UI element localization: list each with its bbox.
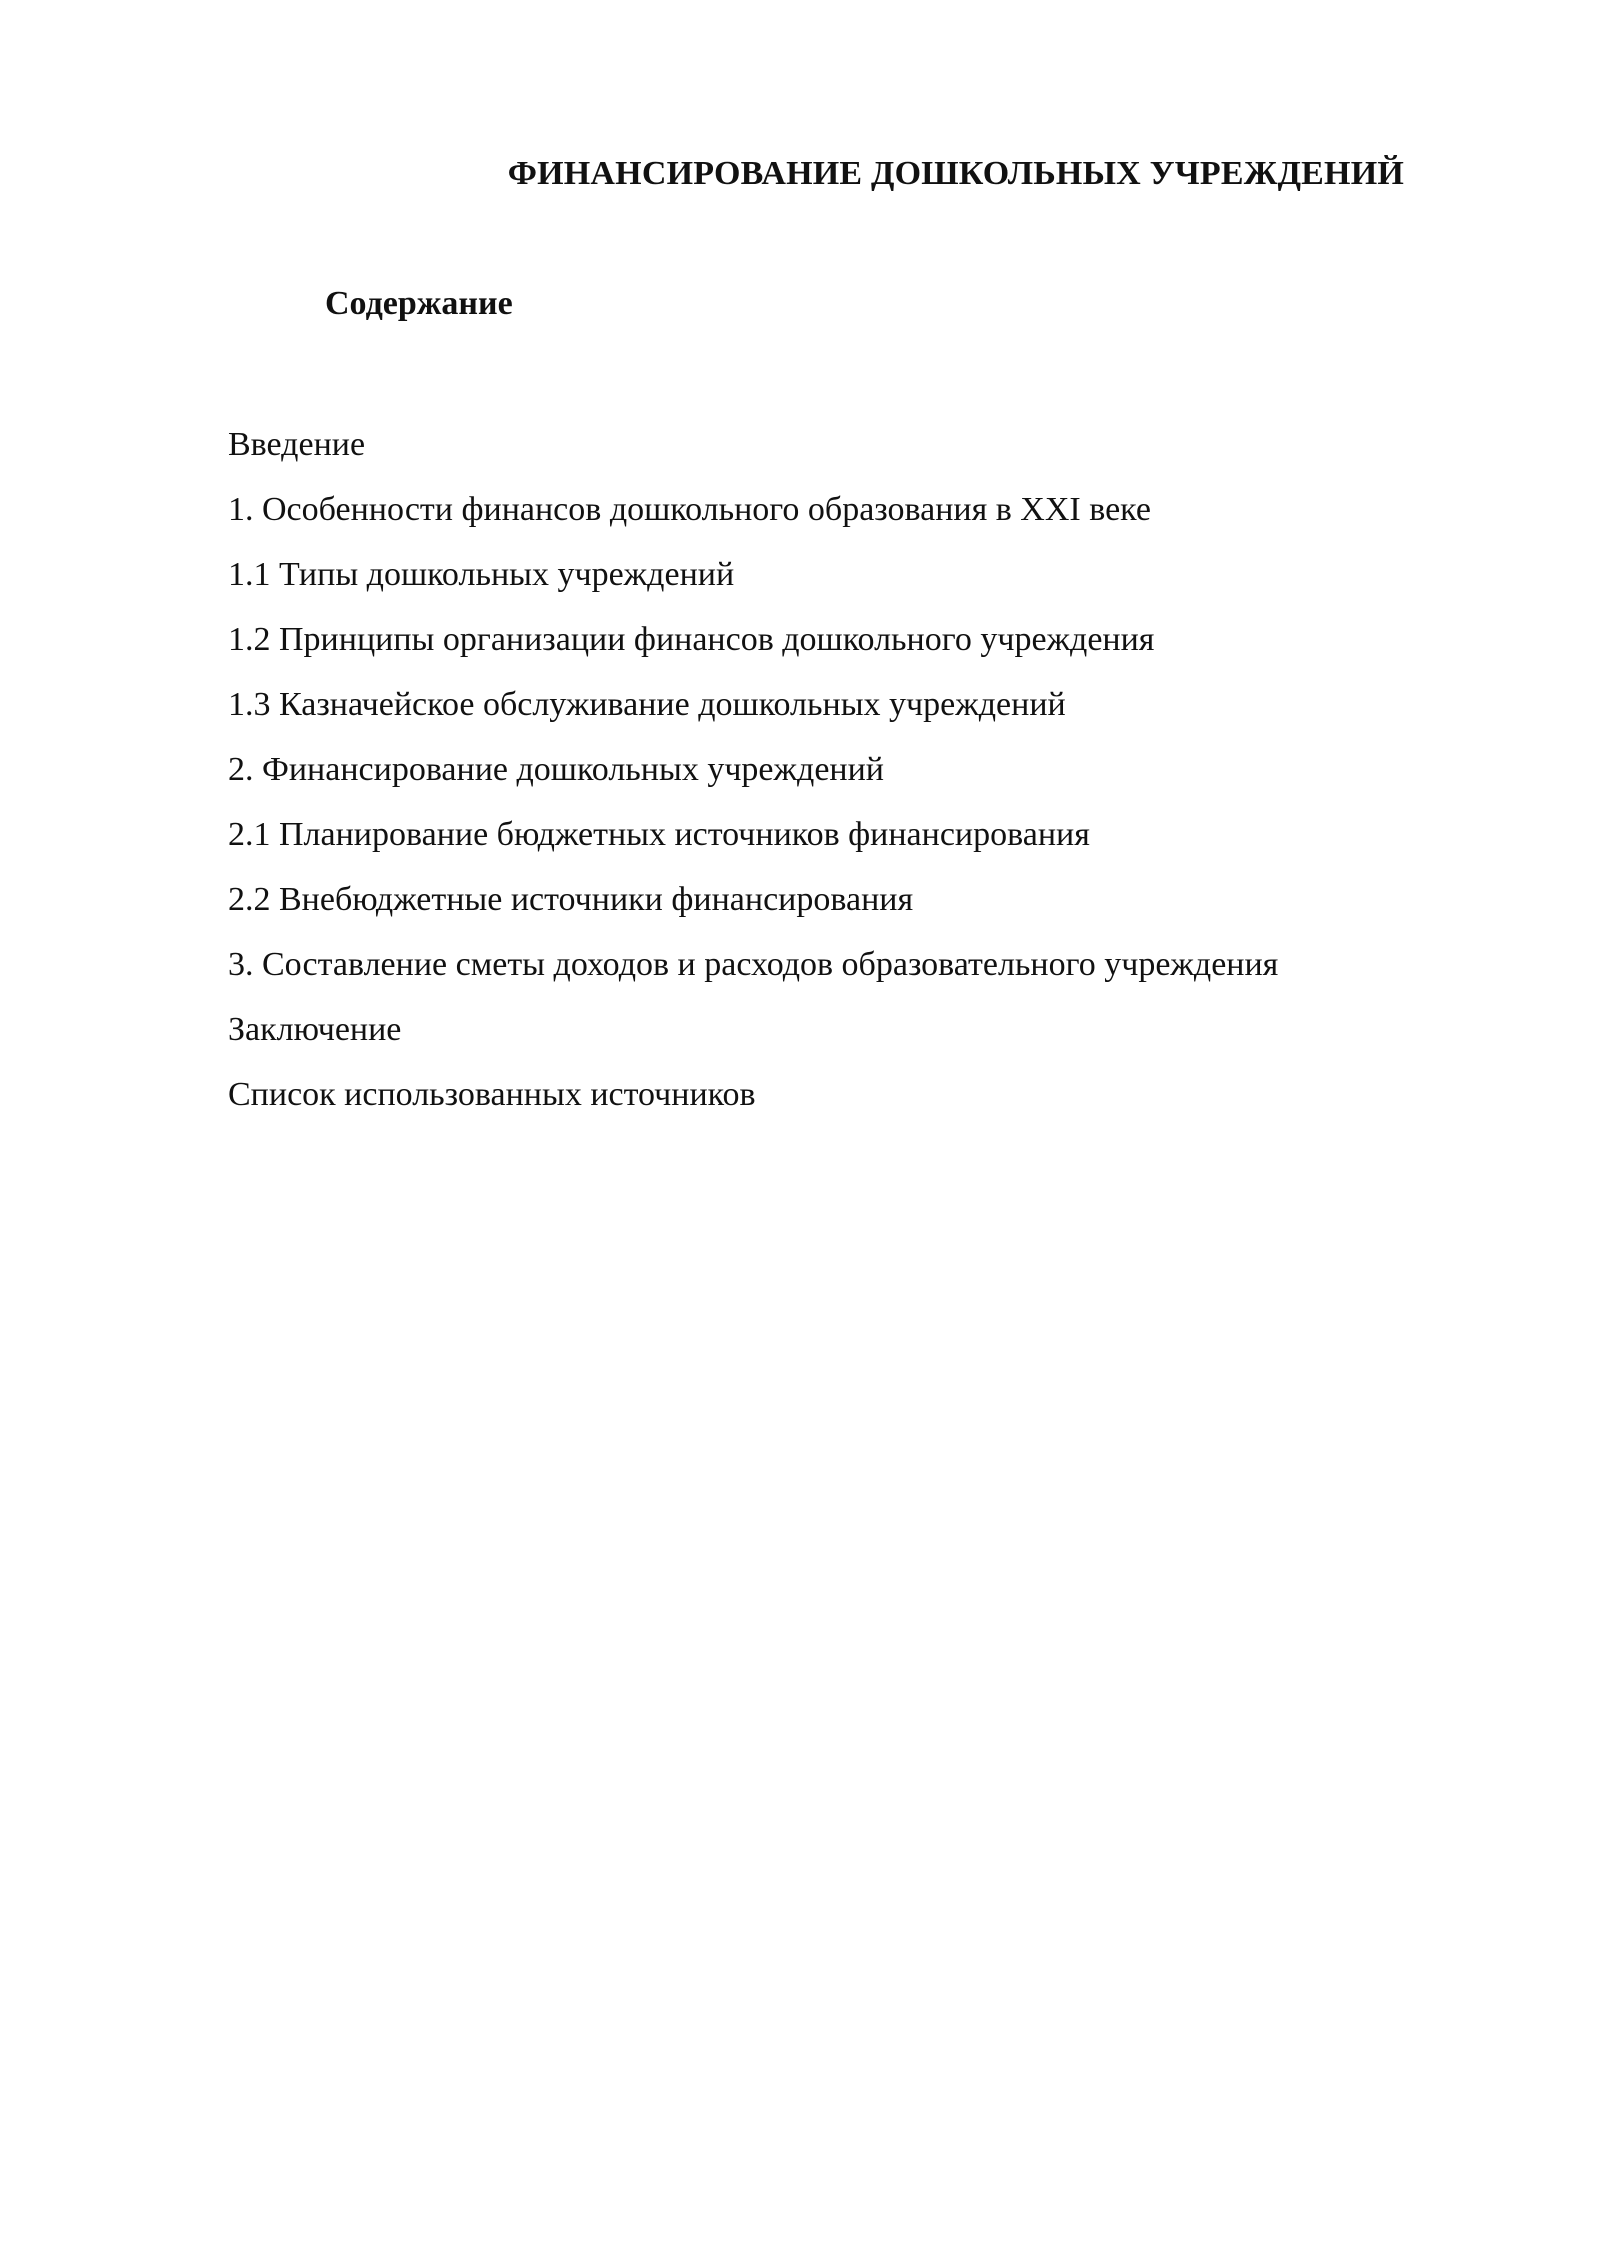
toc-item-section-1[interactable]: 1. Особенности финансов дошкольного образования в XXI веке	[228, 491, 1151, 528]
toc-item-introduction[interactable]: Введение	[228, 426, 366, 463]
toc-item-section-2-1[interactable]: 2.1 Планирование бюджетных источников финансирования	[228, 816, 1090, 853]
toc-item-section-2[interactable]: 2. Финансирование дошкольных учреждений	[228, 751, 884, 788]
toc-heading: Содержание	[325, 285, 513, 322]
table-of-contents	[228, 412, 1478, 1127]
toc-item-section-2-2[interactable]: 2.2 Внебюджетные источники финансирования	[228, 881, 914, 918]
toc-item-section-3[interactable]: 3. Составление сметы доходов и расходов образовательного учреждения	[228, 946, 1279, 983]
document-title: ФИНАНСИРОВАНИЕ ДОШКОЛЬНЫХ УЧРЕЖДЕНИЙ	[507, 155, 1404, 192]
toc-item-references[interactable]: Список использованных источников	[228, 1076, 756, 1113]
toc-item-section-1-1[interactable]: 1.1 Типы дошкольных учреждений	[228, 556, 735, 593]
toc-item-section-1-3[interactable]: 1.3 Казначейское обслуживание дошкольных учреждений	[228, 686, 1066, 723]
toc-item-conclusion[interactable]: Заключение	[228, 1011, 402, 1048]
toc-item-section-1-2[interactable]: 1.2 Принципы организации финансов дошкольного учреждения	[228, 621, 1155, 658]
